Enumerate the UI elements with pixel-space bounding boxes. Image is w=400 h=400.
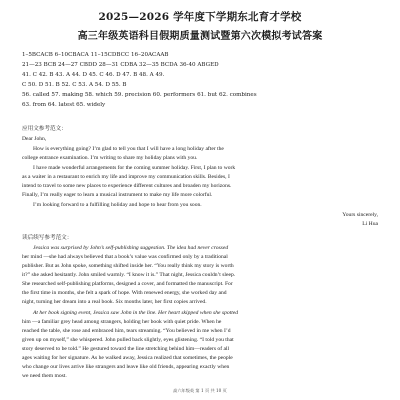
answers-line-1: 1–5BCACB 6–10CBACA 11–15CDBCC 16–20ACAAB bbox=[22, 52, 169, 58]
answers-line-5: 56. called 57. making 58. which 59. precision 60. performers 61. but 62. combines bbox=[22, 92, 257, 98]
writing2-p2-line: story deserved to be told.” He gestured toward the line stretching behind him—readers of all bbox=[22, 346, 230, 352]
answers-line-2: 21—23 BCB 24—27 CBDD 28—31 CDBA 32—35 BCDA 36-40 ABGED bbox=[22, 62, 219, 68]
writing2-p2-line: given up on myself,” she whispered. John pulled back slightly, eyes glistening. “I told you that bbox=[22, 337, 234, 343]
answers-line-6: 63. from 64. latest 65. widely bbox=[22, 102, 106, 108]
answers-line-4: C 50. D 51. B 52. C 53. A 54. D 55. B bbox=[22, 82, 127, 88]
writing2-p2-line: we need them most. bbox=[22, 373, 67, 379]
school-year-title: 2025—2026 学年度下学期东北育才学校 bbox=[98, 11, 302, 23]
writing1-salutation: Dear John, bbox=[22, 136, 47, 142]
page-footer: 高六年级英 第 1 页 共 10 页 bbox=[173, 388, 227, 393]
writing2-p1-line: her mind —she had always believed that a book’s value was confirmed only by a traditional bbox=[22, 254, 228, 260]
exam-answer-title: 高三年级英语科目假期质量测试暨第六次模拟考试答案 bbox=[77, 31, 323, 42]
writing2-p2-line: ages waiting for her signature. As he walked away, Jessica realized that sometimes, the people bbox=[22, 355, 233, 361]
writing1-p2-line: as a waiter in a restaurant to enrich my life and improve my communication skills. Besides, I bbox=[22, 174, 230, 180]
writing2-p2-line: reached the table, she rose and embraced him, tears streaming. “You believed in me when I’d bbox=[22, 328, 231, 334]
writing2-p1-line: publisher. But as John spoke, something shifted inside her. “You really think my story is worth bbox=[22, 263, 234, 269]
writing2-p2-line: who change our lives arrive like strangers and leave like old friends, appearing exactly when bbox=[22, 364, 230, 370]
writing1-signature: Li Hua bbox=[362, 221, 378, 227]
writing1-p2-line: Finally, I’m really eager to learn a musical instrument to make my life more colorful. bbox=[22, 192, 213, 198]
writing2-p1-line: night, turning her dream into a real book. Six months later, her first copies arrived. bbox=[22, 299, 207, 305]
writing1-heading: 应用文参考范文： bbox=[22, 126, 67, 132]
writing2-p2-line: him —a familiar grey head among strangers, holding her book with quiet pride. When he bbox=[22, 319, 222, 325]
writing2-p1-line: the first time in months, she felt a spark of hope. With renewed energy, she worked day and bbox=[22, 290, 227, 296]
writing2-p1-line: Jessica was surprised by John’s self-publishing suggestion. The idea had never crossed bbox=[33, 245, 229, 251]
writing2-heading: 读后续写参考范文： bbox=[22, 235, 73, 241]
writing2-p2-line: At her book signing event, Jessica saw John in the line. Her heart skipped when she spotted bbox=[33, 310, 239, 316]
answers-line-3: 41. C 42. B 43. A 44. D 45. C 46. D 47. B 48. A 49. bbox=[22, 72, 165, 78]
writing1-p2-line: intend to travel to some new places to experience different cultures and broaden my horizons. bbox=[22, 183, 232, 189]
writing2-p1-line: it?” she asked hesitantly. John smiled warmly. “I know it is.” That night, Jessica couldn’t sleep. bbox=[22, 272, 236, 278]
writing1-p1-line: How is everything going? I’m glad to tell you that I will have a long holiday after the bbox=[33, 146, 224, 152]
writing1-closing: Yours sincerely, bbox=[342, 212, 378, 218]
writing1-p3: I’m looking forward to a fulfilling holiday and hope to hear from you soon. bbox=[33, 202, 202, 208]
writing2-p1-line: She researched self-publishing platforms, designed a cover, and formatted the manuscript. For bbox=[22, 281, 233, 287]
writing1-p2-line: I have made wonderful arrangements for the coming summer holiday. First, I plan to work bbox=[33, 165, 236, 171]
writing1-p1-line: college entrance examination. I’m writing to share my holiday plans with you. bbox=[22, 155, 198, 161]
